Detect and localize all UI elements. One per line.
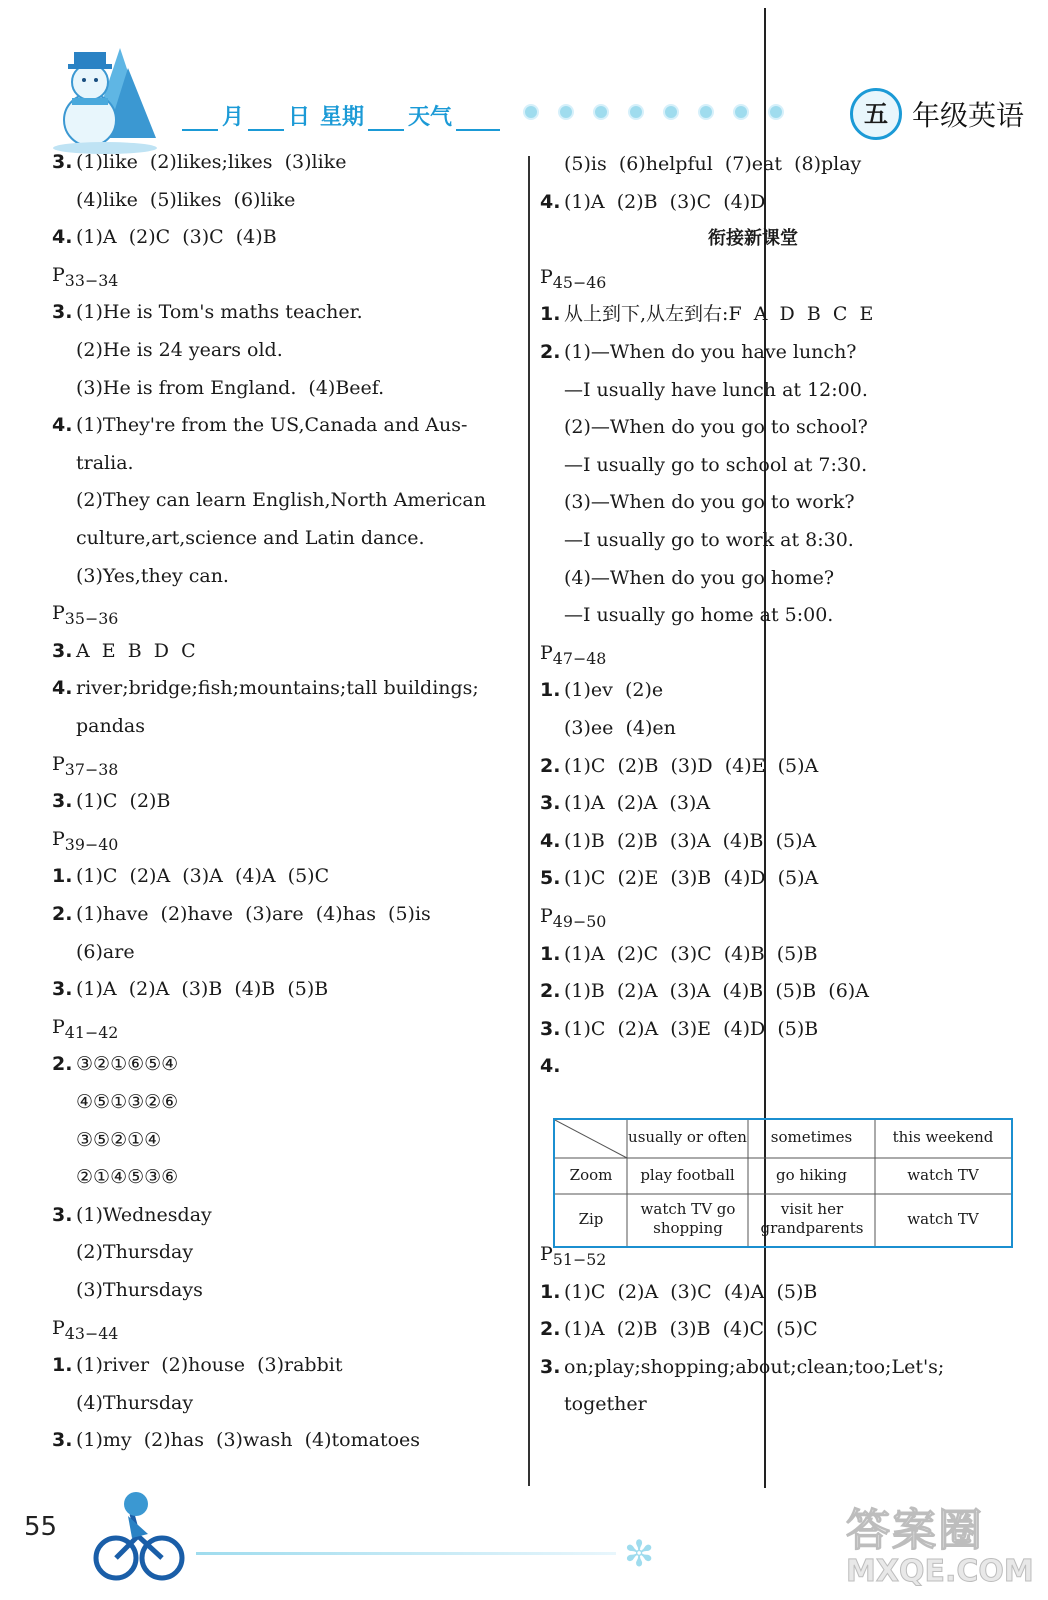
- answer-text: (1)A (2)B (3)B (4)C (5)C: [564, 1318, 818, 1341]
- answer-line: [52, 676, 479, 700]
- question-number: 4.: [540, 829, 561, 852]
- answer-line: [52, 940, 135, 964]
- answer-line: [52, 977, 328, 1001]
- table-header: usually or often: [628, 1128, 747, 1146]
- answer-text: (1)A (2)B (3)C (4)D: [564, 190, 766, 213]
- question-number: 1.: [52, 865, 73, 888]
- page-letter: P: [540, 641, 553, 664]
- answer-text: (3)Yes,they can.: [76, 564, 229, 587]
- question-number: 4.: [52, 677, 73, 700]
- page-range: 43−44: [64, 1323, 119, 1343]
- answer-text: culture,art,science and Latin dance.: [76, 527, 425, 549]
- table-row-label: Zip: [578, 1210, 604, 1228]
- answer-text: river;bridge;fish;mountains;tall buildings;: [76, 677, 479, 700]
- answer-text: —I usually go to school at 7:30.: [564, 453, 868, 476]
- question-number: 2.: [540, 1318, 561, 1341]
- question-number: 3.: [52, 790, 73, 813]
- page-letter: P: [52, 1015, 65, 1038]
- answer-line: [540, 1054, 564, 1078]
- answer-line: [52, 150, 346, 174]
- answer-text: (1)—When do you have lunch?: [564, 341, 857, 363]
- page-range-label: [540, 265, 606, 295]
- section-heading: 衔接新课堂: [708, 228, 798, 250]
- answer-line: [540, 829, 816, 853]
- weather-label: 天气: [408, 105, 453, 130]
- question-number: 3.: [52, 1429, 73, 1452]
- answer-line: [52, 1052, 178, 1076]
- answer-text: —I usually go home at 5:00.: [564, 604, 834, 627]
- answer-line: [52, 639, 196, 663]
- answer-line: [52, 789, 170, 813]
- answer-text: (1)A (2)A (3)B (4)B (5)B: [76, 978, 329, 1001]
- answer-text: (4)like (5)likes (6)like: [76, 188, 296, 211]
- answer-text: (1)C (2)B: [76, 790, 171, 813]
- answer-line: [52, 488, 486, 512]
- answer-line: [52, 376, 384, 400]
- page-range: 33−34: [64, 270, 119, 290]
- page-number: 55: [24, 1512, 58, 1542]
- answer-line: [52, 714, 145, 738]
- answer-line: [540, 678, 663, 702]
- answer-line: [540, 603, 833, 627]
- question-number: 2.: [52, 903, 73, 925]
- table-row-label: Zoom: [569, 1166, 613, 1184]
- answer-text: (1)A (2)A (3)A: [564, 792, 711, 815]
- answer-text: (1)like (2)likes;likes (3)like: [76, 151, 347, 173]
- question-number: 3.: [540, 1017, 561, 1040]
- answer-line: [52, 1278, 203, 1302]
- answer-line: [540, 1317, 818, 1341]
- answer-text: ③⑤②①④: [76, 1128, 162, 1151]
- answer-text: (1)C (2)A (3)A (4)A (5)C: [76, 865, 330, 888]
- grade-char: 五: [864, 100, 888, 128]
- question-number: 3.: [52, 978, 73, 1001]
- answer-text: (3)Thursdays: [76, 1279, 203, 1301]
- page-letter: P: [540, 905, 553, 927]
- question-number: 1.: [540, 303, 561, 326]
- page-range: 35−36: [64, 608, 119, 628]
- question-number: 5.: [540, 867, 561, 890]
- question-number: 3.: [540, 1355, 561, 1378]
- answer-text: (1)They're from the US,Canada and Aus-: [76, 414, 468, 437]
- answer-line: [52, 1203, 212, 1227]
- question-number: 1.: [52, 1354, 73, 1377]
- answer-line: [52, 564, 229, 588]
- page-letter: P: [540, 265, 553, 288]
- answer-line: [52, 1240, 193, 1264]
- answer-text: ③②①⑥⑤④: [76, 1053, 179, 1076]
- answer-text: 从上到下,从左到右:F A D B C E: [564, 303, 874, 326]
- question-number: 3.: [52, 1203, 73, 1226]
- answer-text: (1)C (2)A (3)E (4)D (5)B: [564, 1017, 819, 1040]
- answer-text: (3)ee (4)en: [564, 717, 676, 739]
- answer-text: (1)A (2)C (3)C (4)B (5)B: [564, 942, 818, 965]
- page-letter: P: [52, 263, 65, 286]
- page-letter: P: [52, 752, 65, 775]
- grade-badge: [850, 88, 902, 140]
- page-range-label: [52, 827, 118, 857]
- answer-text: (1)C (2)E (3)B (4)D (5)A: [564, 867, 819, 890]
- answer-line: [52, 1128, 161, 1152]
- page-range-label: [52, 1316, 118, 1346]
- answer-text: (1)ev (2)e: [564, 679, 664, 702]
- question-number: 2.: [540, 341, 561, 363]
- answer-text: (6)are: [76, 940, 135, 963]
- table-cell: watch TV: [907, 1210, 979, 1228]
- question-number: 3.: [540, 792, 561, 815]
- answer-line: [540, 378, 868, 402]
- answer-line: [52, 413, 467, 437]
- snowflake-icon: ✼: [624, 1534, 655, 1575]
- answer-line: [52, 451, 134, 475]
- day-label: 日: [288, 105, 311, 130]
- answer-text: (1)my (2)has (3)wash (4)tomatoes: [76, 1429, 421, 1452]
- question-number: 4.: [540, 190, 561, 213]
- footer-rule: [196, 1552, 616, 1555]
- question-number: 1.: [540, 1280, 561, 1303]
- answer-text: (3)He is from England. (4)Beef.: [76, 376, 385, 399]
- answer-text: (1)Wednesday: [76, 1203, 212, 1226]
- question-number: 3.: [52, 639, 73, 662]
- snowman-illustration: [50, 38, 160, 156]
- question-number: 3.: [52, 301, 73, 324]
- answer-line: [52, 300, 363, 324]
- watermark-top: 答案圈: [846, 1505, 984, 1556]
- answer-line: [540, 340, 857, 364]
- cyclist-illustration: [88, 1486, 188, 1586]
- answer-text: tralia.: [76, 451, 134, 474]
- answer-line: [52, 1428, 420, 1452]
- answer-text: (1)C (2)B (3)D (4)E (5)A: [564, 754, 819, 777]
- question-number: 2.: [540, 980, 561, 1003]
- answer-line: [540, 528, 854, 552]
- table-header: this weekend: [892, 1128, 994, 1146]
- page-range-label: [52, 752, 118, 782]
- page-range-label: [52, 601, 118, 631]
- watermark-bottom: MXQE.COM: [846, 1554, 1034, 1589]
- page-range-label: [52, 263, 118, 293]
- table-cell: watch TV go shopping: [640, 1200, 736, 1237]
- answer-text: (2)Thursday: [76, 1241, 194, 1264]
- answer-line: [52, 1090, 178, 1114]
- answer-text: ②①④⑤③⑥: [76, 1166, 179, 1189]
- answer-line: [540, 152, 861, 176]
- answer-text: (1)have (2)have (3)are (4)has (5)is: [76, 903, 431, 925]
- answer-line: [540, 1280, 817, 1304]
- answer-line: [540, 979, 869, 1003]
- page-letter: P: [52, 1316, 65, 1339]
- answer-text: (5)is (6)helpful (7)eat (8)play: [564, 153, 862, 175]
- page-range: 41−42: [64, 1022, 119, 1042]
- answer-line: [540, 490, 855, 514]
- table-cell: play football: [640, 1166, 735, 1184]
- answer-line: [540, 716, 676, 740]
- schedule-table: [553, 1118, 1013, 1248]
- answer-text: (1)He is Tom's maths teacher.: [76, 301, 363, 324]
- page-range: 47−48: [552, 648, 607, 668]
- table-cell: visit her grandparents: [760, 1200, 864, 1237]
- answer-text: (2)He is 24 years old.: [76, 339, 283, 361]
- answer-text: (3)—When do you go to work?: [564, 491, 855, 514]
- answer-line: [540, 190, 765, 214]
- answer-line: [540, 1017, 818, 1041]
- answer-line: [52, 902, 431, 926]
- answer-line: [540, 791, 710, 815]
- answer-line: [52, 188, 295, 212]
- question-number: 1.: [540, 679, 561, 702]
- answer-text: pandas: [76, 715, 145, 737]
- answer-line: [540, 302, 873, 326]
- answer-line: [52, 1391, 193, 1415]
- page-range: 49−50: [552, 911, 607, 931]
- page-letter: P: [52, 602, 65, 625]
- answer-line: [540, 415, 868, 439]
- question-number: 4.: [52, 226, 73, 249]
- question-number: 4.: [540, 1055, 561, 1078]
- date-weather-line: [178, 100, 504, 131]
- answer-text: (2)They can learn English,North American: [76, 489, 486, 512]
- answer-line: [52, 1353, 342, 1377]
- answer-line: [540, 942, 818, 966]
- month-label: 月: [222, 105, 245, 130]
- question-number: 2.: [52, 1053, 73, 1076]
- answer-line: [52, 864, 329, 888]
- answer-line: [540, 1392, 647, 1416]
- answer-text: (2)—When do you go to school?: [564, 416, 868, 439]
- answer-text: (1)C (2)A (3)C (4)A (5)B: [564, 1280, 818, 1303]
- answer-line: [540, 1355, 944, 1379]
- page-letter: P: [540, 1243, 553, 1265]
- answer-line: [540, 754, 818, 778]
- answer-text: on;play;shopping;about;clean;too;Let's;: [564, 1355, 945, 1378]
- watermark-logo: [846, 1494, 1046, 1598]
- answer-text: A E B D C: [76, 639, 196, 662]
- answer-line: [52, 338, 283, 362]
- page-range-label: [540, 641, 606, 671]
- answer-text: (1)B (2)B (3)A (4)B (5)A: [564, 829, 817, 852]
- page-range: 37−38: [64, 759, 119, 779]
- answer-text: ④⑤①③②⑥: [76, 1091, 179, 1113]
- answer-text: —I usually go to work at 8:30.: [564, 529, 854, 551]
- page-range-label: [52, 1015, 118, 1045]
- table-cell: watch TV: [907, 1166, 979, 1184]
- answer-line: [540, 866, 818, 890]
- answer-line: [52, 526, 425, 550]
- table-header: sometimes: [770, 1128, 853, 1146]
- subject-title: 年级英语: [912, 99, 1025, 132]
- answer-text: (1)B (2)A (3)A (4)B (5)B (6)A: [564, 980, 869, 1003]
- page-range: 39−40: [64, 834, 119, 854]
- question-number: 2.: [540, 754, 561, 777]
- question-number: 1.: [540, 942, 561, 965]
- page-range-label: [540, 904, 606, 934]
- answer-text: together: [564, 1393, 647, 1416]
- answer-text: (1)A (2)C (3)C (4)B: [76, 226, 277, 249]
- answer-line: [52, 1165, 178, 1189]
- page-letter: P: [52, 827, 65, 850]
- answer-text: (4)Thursday: [76, 1391, 194, 1414]
- weekday-label: 星期: [320, 105, 365, 130]
- answer-text: (4)—When do you go home?: [564, 566, 835, 589]
- column-divider: [528, 156, 530, 1486]
- question-number: 3.: [52, 151, 73, 173]
- answer-line: [540, 566, 834, 590]
- answer-line: [540, 453, 867, 477]
- page-range: 51−52: [552, 1249, 607, 1269]
- page-range: 45−46: [552, 272, 607, 292]
- answer-text: —I usually have lunch at 12:00.: [564, 378, 868, 401]
- question-number: 4.: [52, 414, 73, 437]
- answer-line: [52, 225, 277, 249]
- answer-text: (1)river (2)house (3)rabbit: [76, 1354, 343, 1377]
- table-cell: go hiking: [775, 1166, 847, 1184]
